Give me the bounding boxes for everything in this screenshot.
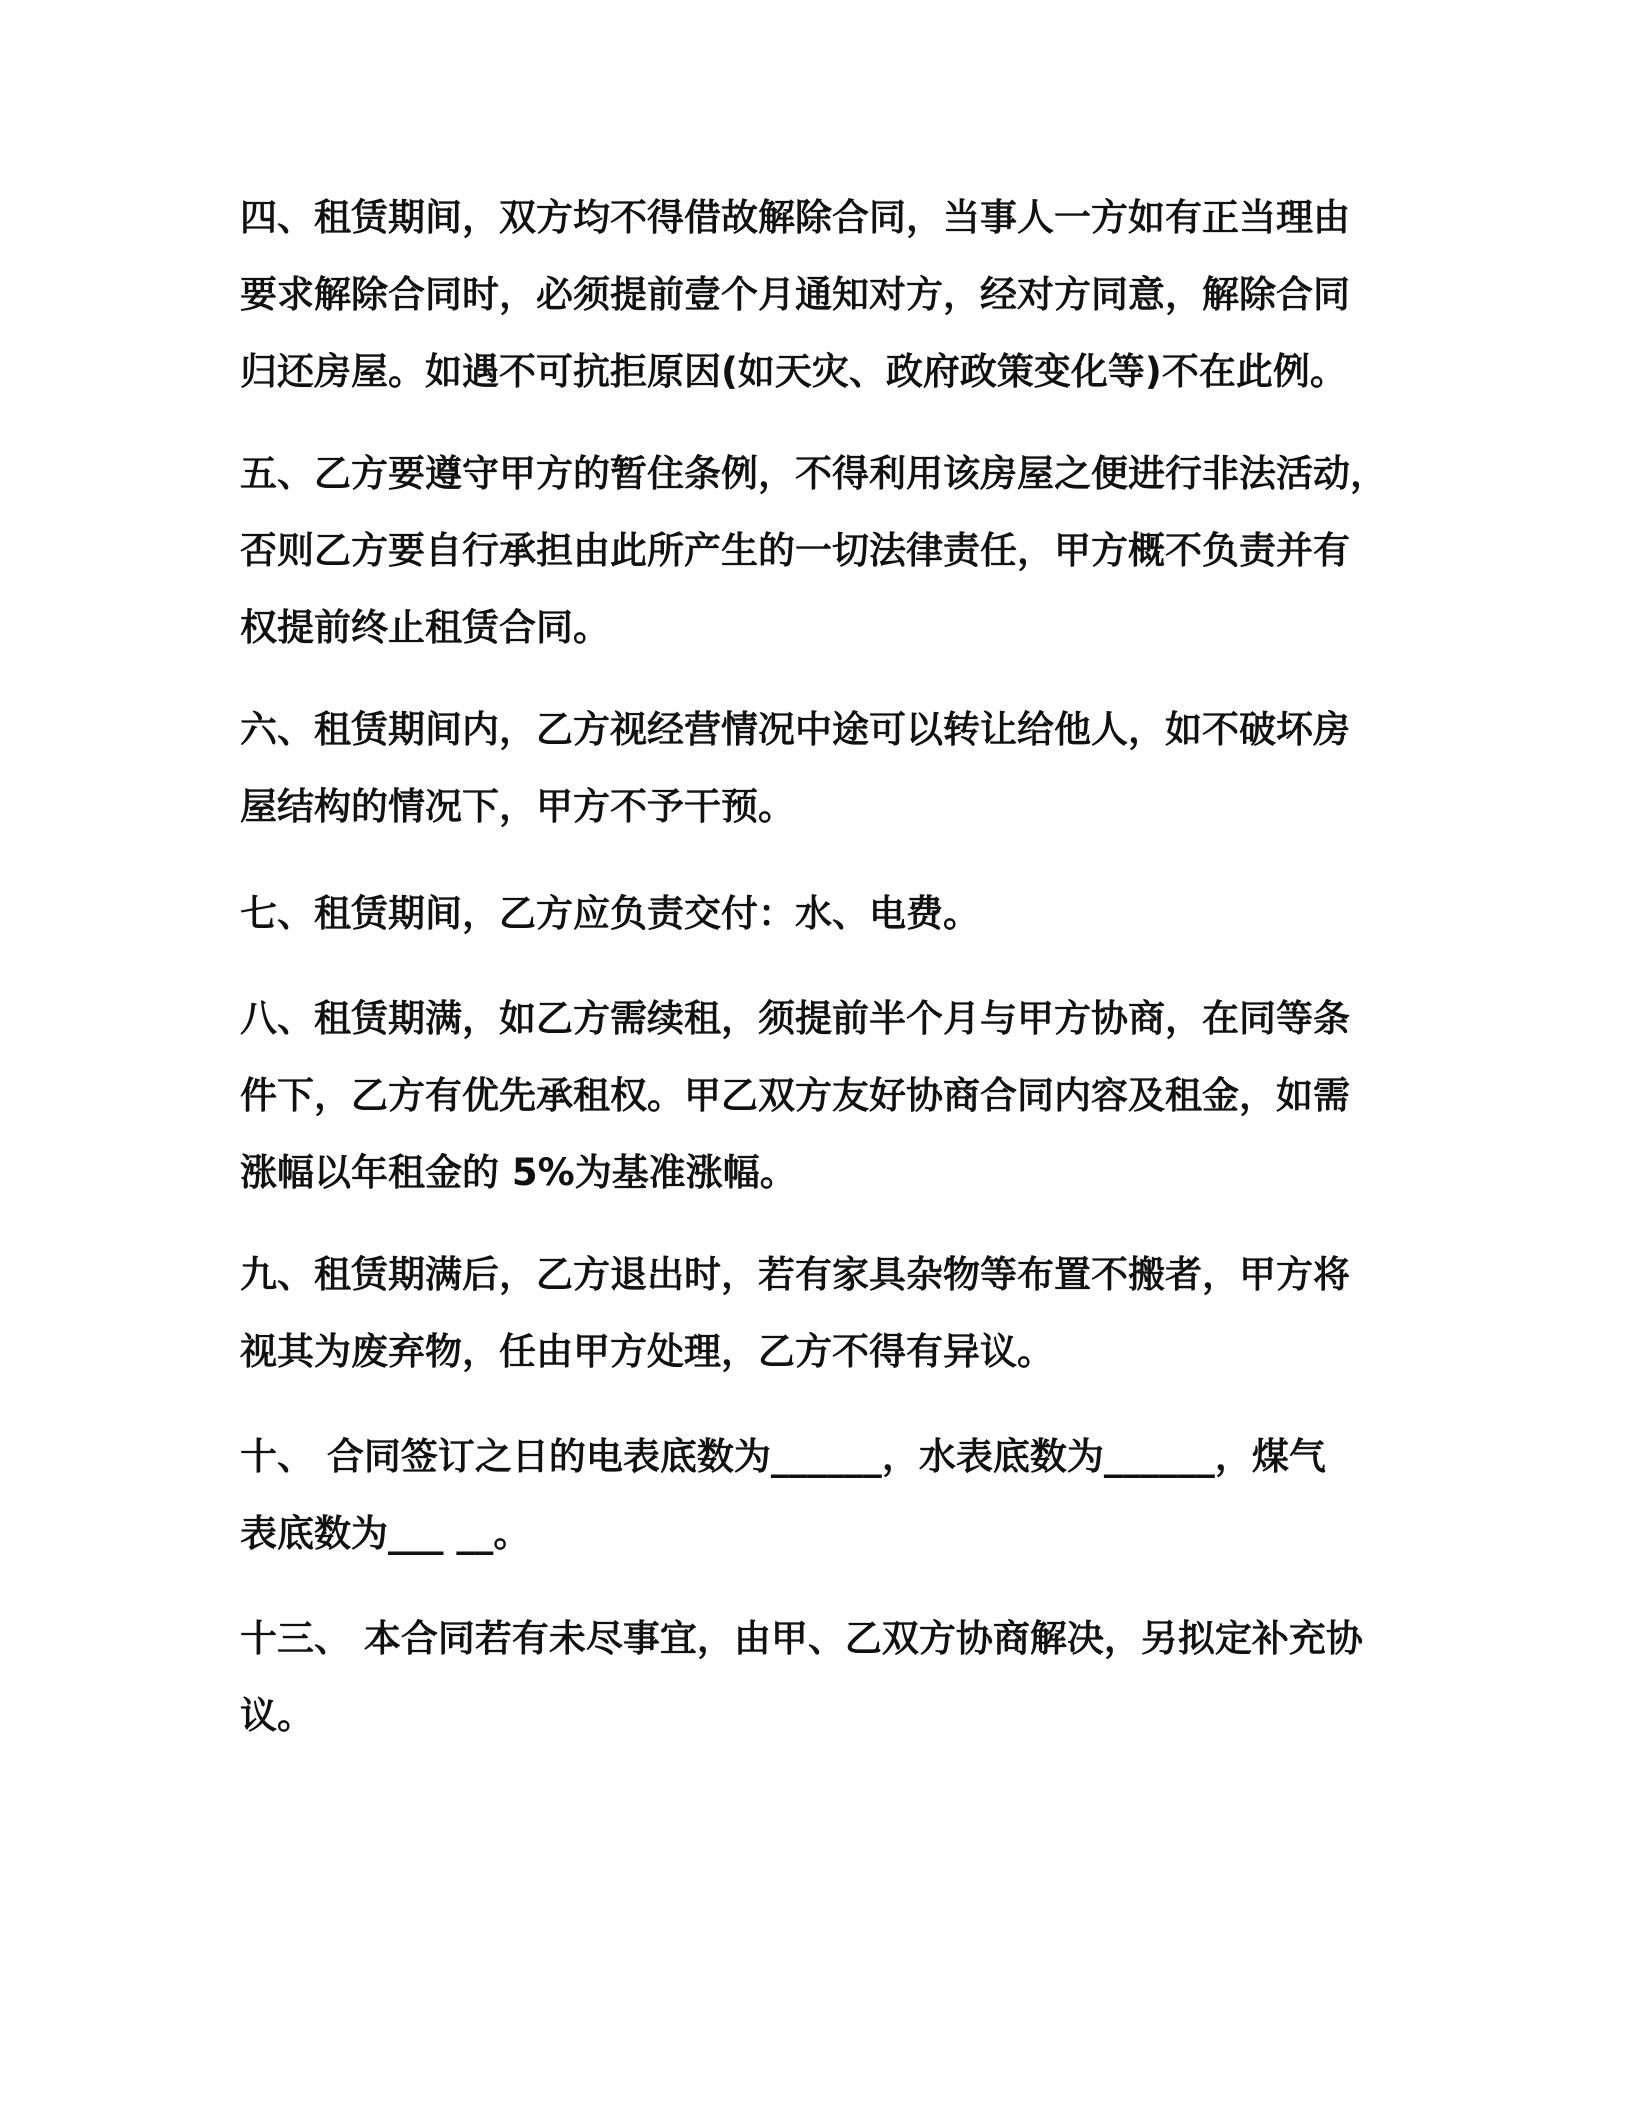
text-line: 九、租赁期满后，乙方退出时，若有家具杂物等布置不搬者，甲方将 <box>240 1253 1350 1296</box>
clause-8-paragraph <box>240 980 1380 1211</box>
text-line: 十三、 本合同若有未尽事宜，由甲、乙双方协商解决，另拟定补充协 <box>240 1617 1363 1660</box>
text-line: 五、乙方要遵守甲方的暂住条例，不得利用该房屋之便进行非法活动， <box>240 452 1387 495</box>
text-line: 八、租赁期满，如乙方需续租，须提前半个月与甲方协商，在同等条 <box>240 997 1350 1040</box>
text-line: 七、租赁期间，乙方应负责交付：水、电费。 <box>240 892 980 935</box>
text-line: 视其为废弃物，任由甲方处理，乙方不得有异议。 <box>240 1330 1054 1373</box>
clause-9-paragraph <box>240 1236 1380 1390</box>
text-line: 议。 <box>240 1694 314 1737</box>
clause-6-paragraph <box>240 691 1380 845</box>
clause-4-paragraph <box>240 179 1380 410</box>
text-line: 表底数为___ __。 <box>240 1512 531 1555</box>
text-line: 归还房屋。如遇不可抗拒原因(如天灾、政府政策变化等)不在此例。 <box>240 350 1347 393</box>
text-line: 四、租赁期间，双方均不得借故解除合同，当事人一方如有正当理由 <box>240 196 1350 239</box>
clause-7-paragraph <box>240 875 1380 952</box>
text-line: 涨幅以年租金的 5%为基准涨幅。 <box>240 1151 797 1194</box>
clause-5-paragraph <box>240 435 1387 666</box>
text-line: 件下，乙方有优先承租权。甲乙双方友好协商合同内容及租金，如需 <box>240 1074 1350 1117</box>
clause-10-paragraph <box>240 1418 1380 1572</box>
text-line: 屋结构的情况下，甲方不予干预。 <box>240 785 795 828</box>
text-line: 否则乙方要自行承担由此所产生的一切法律责任，甲方概不负责并有 <box>240 529 1350 572</box>
clause-13-paragraph <box>240 1600 1380 1754</box>
text-line: 权提前终止租赁合同。 <box>240 606 610 649</box>
text-line: 六、租赁期间内，乙方视经营情况中途可以转让给他人，如不破坏房 <box>240 708 1350 751</box>
text-line: 十、 合同签订之日的电表底数为______，水表底数为______，煤气 <box>240 1435 1326 1478</box>
text-line: 要求解除合同时，必须提前壹个月通知对方，经对方同意，解除合同 <box>240 273 1350 316</box>
